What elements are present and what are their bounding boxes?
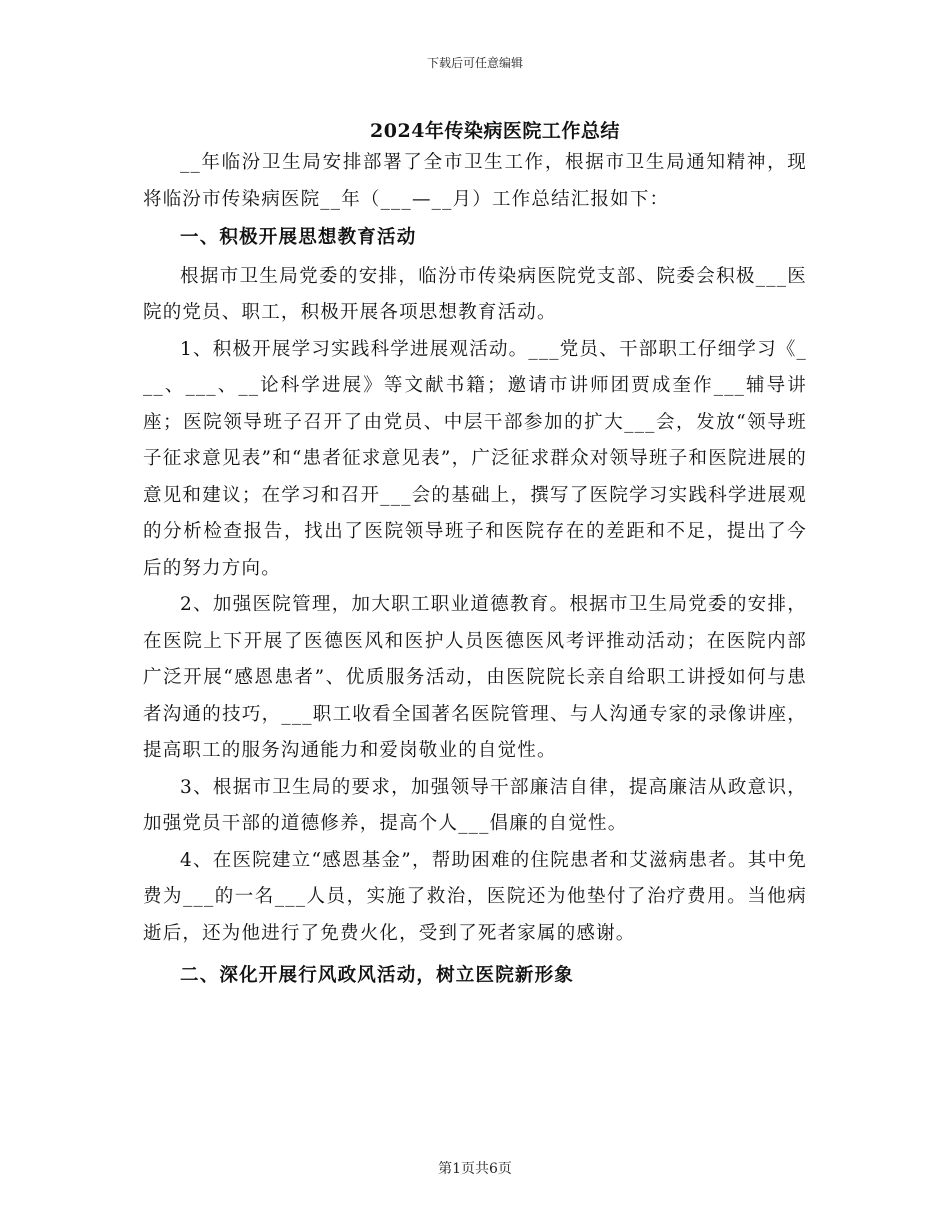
page-header-note: 下载后可任意编辑 bbox=[426, 56, 523, 70]
item-2-paragraph: 2、加强医院管理，加大职工职业道德教育。根据市卫生局党委的安排，在医院上下开展了医德医风和医护人员医德医风考评推动活动；在医院内部广泛开展“感恩患者”、优质服务活动，由医院院长亲自给职工讲授如何与患者沟通的技巧，___职工收看全国著名医院管理、与人沟通专家的录像讲座，提高职工的服务沟通能力和爱岗敬业的自觉性。 bbox=[143, 594, 807, 761]
item-1-paragraph: 1、积极开展学习实践科学进展观活动。___党员、干部职工仔细学习《___、___、__论科学进展》等文献书籍；邀请市讲师团贾成奎作___辅导讲座；医院领导班子召开了由党员、中层干部参加的扩大___会，发放“领导班子征求意见表”和“患者征求意见表”，广泛征求群众对领导班子和医院进展的意见和建议；在学习和召开___会的基础上，撰写了医院学习实践科学进展观的分析检查报告，找出了医院领导班子和医院存在的差距和不足，提出了今后的努力方向。 bbox=[143, 338, 807, 579]
document-title: 2024年传染病医院工作总结 bbox=[370, 120, 620, 142]
item-3-paragraph: 3、根据市卫生局的要求，加强领导干部廉洁自律，提高廉洁从政意识，加强党员干部的道德修养，提高个人___倡廉的自觉性。 bbox=[143, 776, 807, 834]
document-body bbox=[143, 145, 807, 997]
section-2-heading: 二、深化开展行风政风活动，树立医院新形象 bbox=[180, 965, 575, 986]
section-1-heading: 一、积极开展思想教育活动 bbox=[180, 227, 417, 248]
page-number: 第1页共6页 bbox=[438, 1161, 512, 1177]
intro-paragraph: __年临汾卫生局安排部署了全市卫生工作，根据市卫生局通知精神，现将临汾市传染病医院__年（___—__月）工作总结汇报如下： bbox=[143, 152, 807, 210]
item-4-paragraph: 4、在医院建立“感恩基金”，帮助困难的住院患者和艾滋病患者。其中免费为___的一名___人员，实施了救治，医院还为他垫付了治疗费用。当他病逝后，还为他进行了免费火化，受到了死者家属的感谢。 bbox=[143, 849, 807, 944]
section-1-intro-paragraph: 根据市卫生局党委的安排，临汾市传染病医院党支部、院委会积极___医院的党员、职工，积极开展各项思想教育活动。 bbox=[143, 265, 807, 323]
